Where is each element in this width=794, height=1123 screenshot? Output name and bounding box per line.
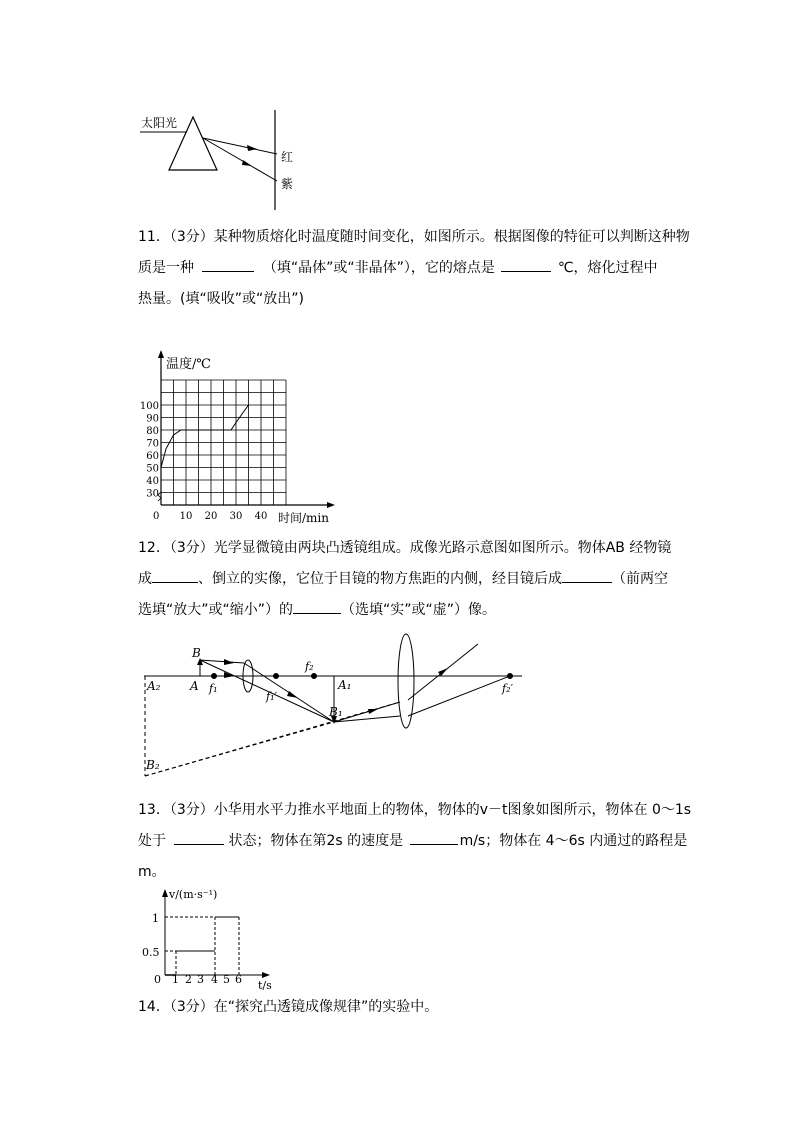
chart-ytick: 70 (146, 438, 159, 450)
melting-chart (140, 348, 340, 528)
vt-ytick-0: 0 (154, 973, 161, 986)
chart-ytick: 60 (146, 451, 159, 462)
q12-blank-2[interactable] (562, 568, 612, 583)
q11-line3: 热量。(填“吸收”或“放出”) (138, 291, 304, 307)
vt-ytick-1: 1 (152, 912, 159, 925)
focus-f1 (211, 673, 217, 679)
q12-blank-3[interactable] (293, 599, 341, 614)
chart-xtick: 40 (254, 511, 268, 522)
q14-line1: 14．（3分）在“探究凸透镜成像规律”的实验中。 (138, 999, 439, 1015)
q11-text-c: ℃，熔化过程中 (557, 260, 658, 276)
q13-line3: m。 (138, 864, 166, 880)
vt-xtick-4: 4 (211, 973, 218, 986)
vt-figure (140, 885, 290, 990)
label-B2: B₂ (146, 758, 160, 772)
q11-line1: 11．（3分）某种物质熔化时温度随时间变化，如图所示。根据图像的特征可以判断这种物 (138, 229, 690, 245)
ray-violet (203, 138, 277, 181)
chart-ytick: 50 (146, 463, 159, 475)
label-violet: 紫 (281, 177, 294, 191)
label-sunlight: 太阳光 (141, 116, 178, 130)
question-12 (138, 533, 678, 626)
eyepiece-lens (398, 634, 414, 728)
q11-text-a: 质是一种 (138, 260, 194, 276)
vt-x-arrow (262, 972, 270, 978)
vt-xtick-1: 1 (172, 973, 179, 986)
q12-text-a: 成 (138, 571, 152, 587)
label-f1p: f₁′ (266, 690, 277, 703)
q13-blank-1[interactable] (174, 830, 224, 845)
q11-blank-1[interactable] (202, 257, 254, 272)
chart-xtick: 0 (153, 511, 160, 522)
label-B1: B₁ (329, 705, 343, 719)
vt-xtick-3: 3 (197, 973, 204, 986)
q12-line3 (138, 595, 678, 626)
vt-ytick-05: 0.5 (142, 946, 160, 959)
vt-xtick-5: 5 (223, 973, 230, 986)
q13-text-a: 处于 (138, 833, 166, 849)
vt-xlabel: t/s (258, 979, 272, 990)
q11-blank-2[interactable] (501, 257, 551, 272)
chart-xtick: 10 (179, 511, 193, 522)
vt-ylabel: v/(m·s⁻¹) (169, 888, 218, 901)
ray-e2-out (408, 676, 510, 716)
question-13 (138, 795, 692, 888)
ray-arrow-4 (368, 709, 378, 714)
microscope-figure (138, 630, 528, 782)
focus-f1p (273, 673, 279, 679)
chart-ytick: 100 (140, 401, 159, 412)
chart-ytick: 80 (146, 426, 159, 437)
chart-grid (161, 380, 286, 505)
q11-text-b: （填“晶体”或“非晶体”），它的熔点是 (262, 260, 495, 276)
label-B: B (192, 646, 201, 660)
chart-xtick: 30 (229, 511, 243, 522)
chart-ytick: 90 (146, 413, 159, 425)
chart-axes (158, 350, 335, 508)
q12-text-b: 、倒立的实像，它位于目镜的物方焦距的内侧，经目镜后成 (198, 571, 562, 587)
chart-ytick: 40 (146, 476, 159, 487)
label-A1: A₁ (338, 678, 352, 692)
label-A2: A₂ (147, 679, 161, 693)
label-f1: f₁ (209, 682, 218, 695)
chart-ylabel: 温度/℃ (166, 357, 211, 372)
q13-text-b: 状态；物体在第2s 的速度是 (228, 833, 404, 849)
melting-curve (161, 405, 249, 468)
vt-xtick-2: 2 (185, 973, 192, 986)
chart-xtick: 20 (204, 511, 218, 522)
focus-f2p (507, 673, 513, 679)
q12-blank-1[interactable] (152, 568, 198, 583)
ray-red (203, 138, 277, 154)
focus-f2 (311, 673, 317, 679)
q12-line2 (138, 564, 678, 595)
chart-ytick: 30 (146, 488, 159, 500)
vt-xtick-6: 6 (235, 973, 242, 986)
vt-y-arrow (162, 889, 168, 897)
chart-x-arrow (327, 502, 335, 508)
q12-line1: 12．（3分）光学显微镜由两块凸透镜组成。成像光路示意图如图所示。物体AB 经物镜 (138, 540, 672, 556)
q13-line2 (138, 826, 688, 857)
label-f2p: f₂′ (502, 682, 513, 695)
q13-blank-2[interactable] (410, 830, 458, 845)
prism-figure (135, 105, 305, 215)
dash-ext-2 (145, 702, 400, 776)
q11-line2 (138, 253, 678, 284)
chart-xlabel: 时间/min (278, 511, 329, 525)
arrow-violet (242, 160, 252, 166)
q12-text-d: 选填“放大”或“缩小”）的 (138, 602, 294, 618)
q12-text-e: （选填“实”或“虚”）像。 (341, 602, 497, 618)
arrow-red (247, 145, 257, 151)
label-f2: f₂ (305, 660, 314, 673)
q12-text-c: （前两空 (612, 571, 668, 587)
question-11 (138, 222, 690, 315)
q13-text-c: m/s；物体在 4～6s 内通过的路程是 (459, 833, 688, 849)
question-14 (138, 992, 678, 1023)
label-A: A (190, 679, 199, 693)
q13-line1: 13．（3分）小华用水平力推水平地面上的物体，物体的v－t图象如图所示，物体在 0～1s (138, 802, 692, 818)
ray-arrow-3 (287, 691, 298, 698)
chart-y-arrow (158, 350, 164, 358)
label-red: 红 (281, 150, 294, 164)
